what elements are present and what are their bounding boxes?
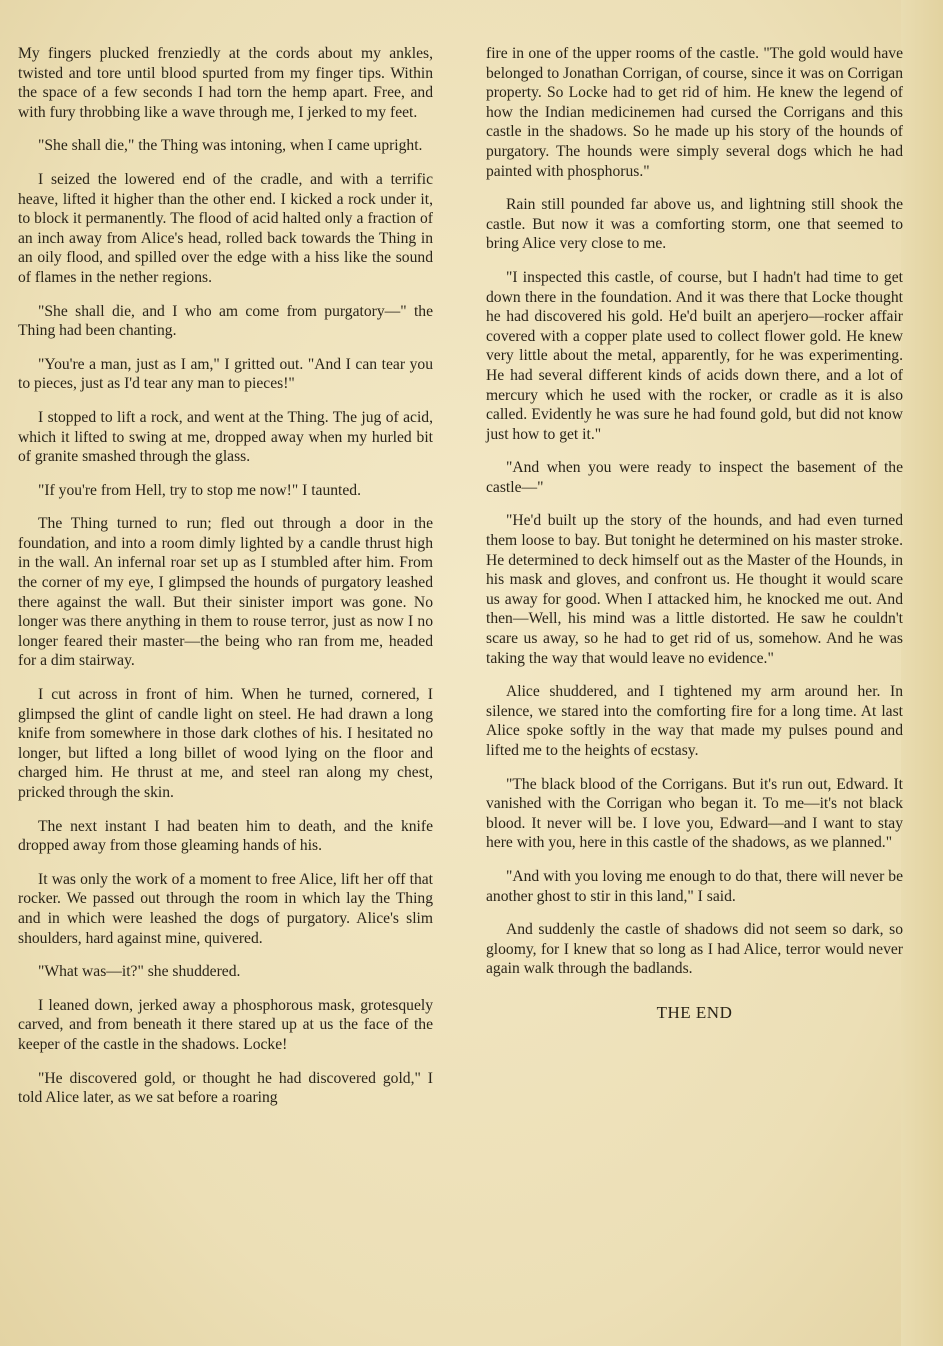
paragraph: "He discovered gold, or thought he had discovered gold," I told Alice later, as we sat before a roaring [18,1069,433,1107]
paragraph: "The black blood of the Corrigans. But it's run out, Edward. It vanished with the Corrigan who began it. To me—it's not black blood. It never will be. I love you, Edward—and I want to stay here with you, here in this castle of the shadows, as we planned." [486,775,903,852]
the-end-label: THE END [656,1002,733,1022]
paragraph: "And with you loving me enough to do that, there will never be another ghost to stir in this land," I said. [486,867,903,905]
paragraph: "He'd built up the story of the hounds, and had even turned them loose to bay. But tonight he determined on his master stroke. He determined to deck himself out as the Master of the Hounds, in his mask and gloves, and confront us. He thought it would scare us away for good. When I attacked him, he knocked me out. And then—Well, his mind was a little distorted. He saw he couldn't scare us away, so he had to get rid of us, somehow. And he was taking the way that would leave no evidence." [486,512,903,667]
paragraph: "If you're from Hell, try to stop me now!" I taunted. [38,481,362,499]
right-column [486,44,903,1037]
paragraph: I cut across in front of him. When he turned, cornered, I glimpsed the glint of candle light on steel. He had drawn a long knife from somewhere in those dark clothes of his. I hesitated no longer, but lifted a long billet of wood lying on the floor and charged him. He thrust at me, and steel ran along my chest, pricked through the skin. [18,686,433,801]
paragraph: fire in one of the upper rooms of the castle. "The gold would have belonged to Jonathan Corrigan, of course, since it was on Corrigan property. So Locke had to get rid of him. He knew the legend of how the Indian medicinemen had cursed the Corrigans and this castle in the shadows. So he made up his story of the hounds of purgatory. The hounds were simply several dogs which he had painted with phosphorus." [486,45,903,180]
paragraph: I leaned down, jerked away a phosphorous mask, grotesquely carved, and from beneath it there stared up at us the face of the keeper of the castle in the shadows. Locke! [18,996,433,1053]
paragraph: Alice shuddered, and I tightened my arm around her. In silence, we stared into the comforting fire for a long time. At last Alice spoke softly in the way that made my pulses pound and lifted me to the heights of ecstasy. [486,683,903,759]
paragraph: "She shall die, and I who am come from purgatory—" the Thing had been chanting. [18,302,433,340]
paragraph: The Thing turned to run; fled out through a door in the foundation, and into a room dimly lighted by a candle thrust high in the wall. An infernal roar set up as I stumbled after him. From the corner of my eye, I glimpsed the hounds of purgatory leashed there against the wall. But their sinister import was gone. No longer was there anything in them to rouse terror, just as now I no longer feared their master—the being who ran from me, headed for a dim stairway. [18,515,433,670]
paragraph: "I inspected this castle, of course, but I hadn't had time to get down there in the foundation. And it was there that Locke thought he had discovered his gold. He'd built an aperjero—rocker affair covered with a copper plate used to collect flower gold. He knew very little about the metal, apparently, for he was experimenting. He had several different kinds of acids down there, and a lot of mercury which he used with the rocker, or cradle as it is also called. Evidently he was sure he had found gold, but did not know just how to get it." [486,268,903,443]
paragraph: It was only the work of a moment to free Alice, lift her off that rocker. We passed out through the room in which lay the Thing and in which were leashed the dogs of purgatory. Alice's slim shoulders, hard against mine, quivered. [18,870,433,947]
paragraph: I stopped to lift a rock, and went at the Thing. The jug of acid, which it lifted to swing at me, dropped away when my hurled bit of granite smashed through the glass. [18,408,433,466]
paragraph: I seized the lowered end of the cradle, and with a terrific heave, lifted it higher than the other end. I kicked a rock under it, to block it permanently. The flood of acid halted only a fraction of an inch away from Alice's head, rolled back towards the Thing in an oily flood, and spilled over the edge with a hiss like the sound of flames in the nether regions. [18,170,433,286]
paragraph: My fingers plucked frenziedly at the cords about my ankles, twisted and tore until blood spurted from my finger tips. Within the space of a few seconds I had torn the hemp apart. Free, and with fury throbbing like a wave through me, I jerked to my feet. [18,45,433,121]
paragraph: "She shall die," the Thing was intoning, when I came upright. [38,137,423,155]
paragraph: "And when you were ready to inspect the basement of the castle—" [486,459,903,496]
paragraph: "What was—it?" she shuddered. [38,963,241,981]
paragraph: The next instant I had beaten him to death, and the knife dropped away from those gleaming hands of his. [18,817,433,855]
paragraph: And suddenly the castle of shadows did not seem so dark, so gloomy, for I knew that so long as I had Alice, terror would never again walk through the badlands. [486,921,903,978]
paragraph: "You're a man, just as I am," I gritted out. "And I can tear you to pieces, just as I'd tear any man to pieces!" [18,355,433,393]
page-edge [901,0,943,1346]
left-column [18,44,433,1122]
paragraph: Rain still pounded far above us, and lightning still shook the castle. But now it was a comforting storm, one that seemed to bring Alice very close to me. [486,196,903,253]
